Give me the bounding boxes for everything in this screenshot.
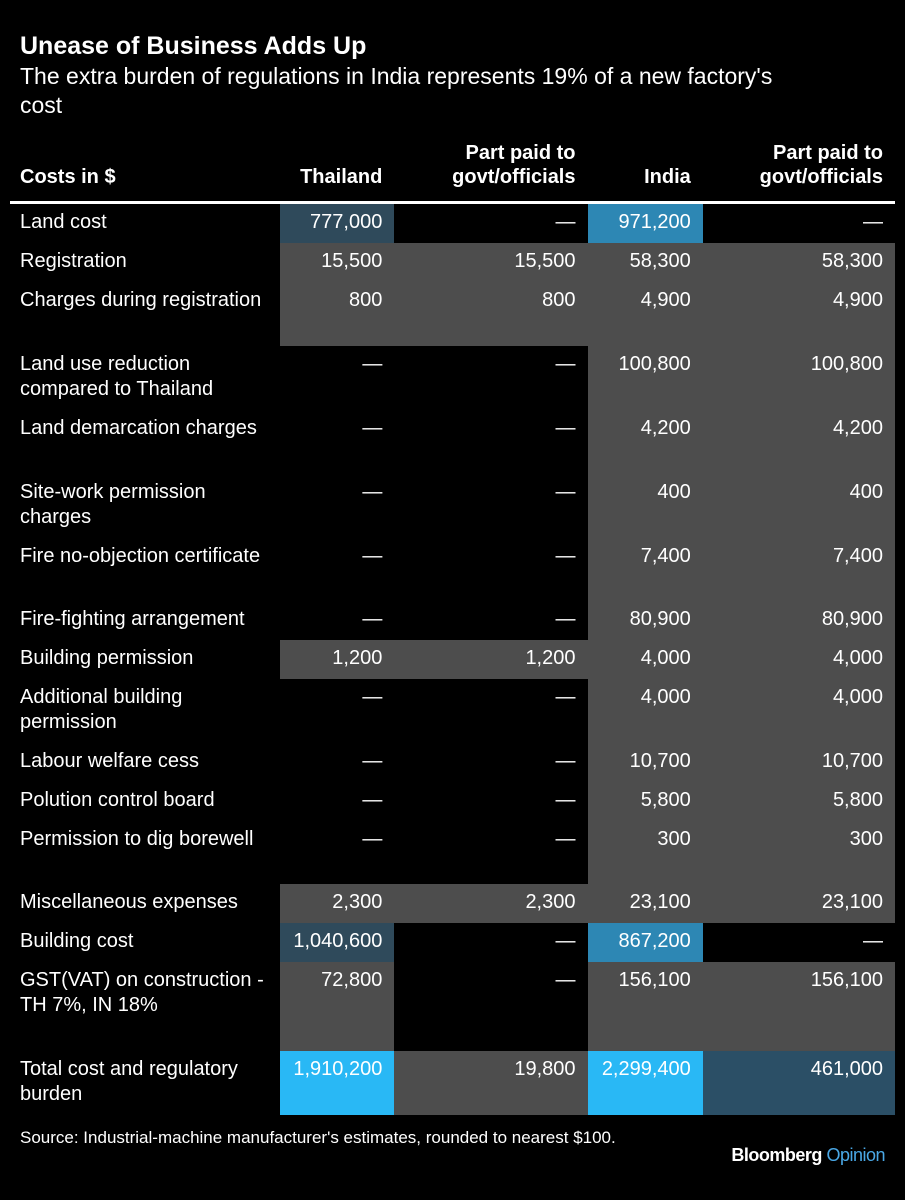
table-row [10, 282, 895, 346]
cell-thailand: — [362, 686, 383, 708]
cell-thailand-govt-part: — [555, 545, 576, 567]
cell-india-govt-part: 23,100 [703, 884, 895, 923]
chart-title: Unease of Business Adds Up [20, 32, 367, 60]
table-row [10, 923, 895, 962]
cell-india: 4,000 [588, 679, 703, 743]
cell-india: 2,299,400 [588, 1051, 703, 1115]
cell-india-govt-part: 5,800 [703, 782, 895, 821]
cell-thailand: — [362, 608, 383, 630]
cell-india: 10,700 [588, 743, 703, 782]
row-label: Additional building permission [20, 686, 183, 733]
table-row [10, 410, 895, 474]
cell-thailand: 15,500 [280, 243, 394, 282]
table-row [10, 601, 895, 640]
cell-india: 23,100 [588, 884, 703, 923]
cell-india: 971,200 [588, 203, 703, 244]
row-label: Polution control board [20, 789, 215, 811]
cell-india-govt-part: 4,900 [703, 282, 895, 346]
chart-subtitle: The extra burden of regulations in India represents 19% of a new factory's cost [20, 63, 773, 118]
cell-india: 80,900 [588, 601, 703, 640]
cell-thailand-govt-part: 800 [394, 282, 587, 346]
cell-thailand-govt-part: — [555, 608, 576, 630]
cell-thailand: 777,000 [280, 203, 394, 244]
cell-thailand: 1,200 [280, 640, 394, 679]
cell-india-govt-part: 80,900 [703, 601, 895, 640]
cell-thailand-govt-part: — [555, 686, 576, 708]
cell-india-govt-part: 4,000 [703, 640, 895, 679]
cell-india: 4,900 [588, 282, 703, 346]
cell-thailand: — [362, 545, 383, 567]
row-label: Permission to dig borewell [20, 828, 254, 850]
cell-thailand-govt-part: — [555, 930, 576, 952]
row-label: Fire-fighting arrangement [20, 608, 245, 630]
row-label: Land demarcation charges [20, 417, 257, 439]
cell-thailand: — [362, 789, 383, 811]
cell-thailand: 1,910,200 [280, 1051, 394, 1115]
row-label: Building permission [20, 647, 194, 669]
table-row [10, 538, 895, 601]
cell-india-govt-part: — [863, 930, 883, 952]
cell-thailand: — [362, 353, 383, 375]
column-header-thailand: Thailand [300, 166, 383, 188]
cell-india: 100,800 [588, 346, 703, 410]
cell-india-govt-part: 400 [703, 474, 895, 538]
cell-india-govt-part: 156,100 [703, 962, 895, 1051]
row-label: Site-work permission charges [20, 481, 206, 528]
row-label: Charges during registration [20, 289, 262, 311]
cell-thailand-govt-part: — [555, 353, 576, 375]
cell-thailand-govt-part: — [555, 969, 576, 991]
table-row [10, 474, 895, 538]
cell-thailand-govt-part: — [555, 750, 576, 772]
cell-india: 4,000 [588, 640, 703, 679]
table-header-row [10, 134, 895, 203]
cell-india-govt-part: 461,000 [703, 1051, 895, 1115]
cell-india: 7,400 [588, 538, 703, 601]
source-note: Source: Industrial-machine manufacturer's estimates, rounded to nearest $100. [20, 1128, 616, 1147]
cell-india-govt-part: 10,700 [703, 743, 895, 782]
cell-thailand: 2,300 [280, 884, 394, 923]
table-row [10, 243, 895, 282]
cell-thailand: 800 [280, 282, 394, 346]
row-label: Labour welfare cess [20, 750, 199, 772]
cell-india: 4,200 [588, 410, 703, 474]
table-row [10, 743, 895, 782]
cost-table [10, 134, 895, 1115]
cell-thailand: — [362, 828, 383, 850]
column-header-thailand-govt-part: Part paid to govt/officials [452, 142, 576, 188]
table-row [10, 962, 895, 1051]
brand-name: Bloomberg [731, 1145, 822, 1165]
brand-section: Opinion [826, 1145, 885, 1165]
row-label: GST(VAT) on construction - TH 7%, IN 18% [20, 969, 264, 1016]
table-row [10, 203, 895, 244]
cell-thailand: 1,040,600 [280, 923, 394, 962]
row-label: Total cost and regulatory burden [20, 1058, 238, 1105]
cell-thailand-govt-part: — [555, 417, 576, 439]
table-row [10, 346, 895, 410]
brand-logo [731, 1145, 885, 1166]
table-row [10, 884, 895, 923]
cell-india: 300 [588, 821, 703, 884]
cell-thailand-govt-part: — [555, 828, 576, 850]
row-label: Registration [20, 250, 127, 272]
table-row [10, 640, 895, 679]
row-label: Land use reduction compared to Thailand [20, 353, 214, 400]
row-label: Building cost [20, 930, 134, 952]
cell-thailand: — [362, 417, 383, 439]
cell-india: 156,100 [588, 962, 703, 1051]
cell-india-govt-part: 300 [703, 821, 895, 884]
cell-india-govt-part: — [863, 211, 883, 233]
column-header-india-govt-part: Part paid to govt/officials [759, 142, 883, 188]
cell-thailand: — [362, 750, 383, 772]
cell-thailand: — [362, 481, 383, 503]
cell-thailand-govt-part: 2,300 [394, 884, 587, 923]
column-header-india: India [644, 166, 691, 188]
row-label: Fire no-objection certificate [20, 545, 261, 567]
cell-india-govt-part: 7,400 [703, 538, 895, 601]
table-row [10, 1051, 895, 1115]
table-row [10, 679, 895, 743]
cell-thailand-govt-part: — [555, 211, 576, 233]
cell-thailand: 72,800 [280, 962, 394, 1051]
cell-thailand-govt-part: 19,800 [394, 1051, 587, 1115]
table-row [10, 821, 895, 884]
cell-india: 867,200 [588, 923, 703, 962]
cell-india-govt-part: 100,800 [703, 346, 895, 410]
column-header-costs: Costs in $ [20, 166, 116, 188]
cell-thailand-govt-part: — [555, 481, 576, 503]
row-label: Land cost [20, 211, 107, 233]
cell-thailand-govt-part: — [555, 789, 576, 811]
table-row [10, 782, 895, 821]
cell-india: 58,300 [588, 243, 703, 282]
cell-india-govt-part: 58,300 [703, 243, 895, 282]
cell-india-govt-part: 4,000 [703, 679, 895, 743]
cell-thailand-govt-part: 1,200 [394, 640, 587, 679]
cell-thailand-govt-part: 15,500 [394, 243, 587, 282]
cell-india: 400 [588, 474, 703, 538]
cell-india-govt-part: 4,200 [703, 410, 895, 474]
cell-india: 5,800 [588, 782, 703, 821]
row-label: Miscellaneous expenses [20, 891, 238, 913]
